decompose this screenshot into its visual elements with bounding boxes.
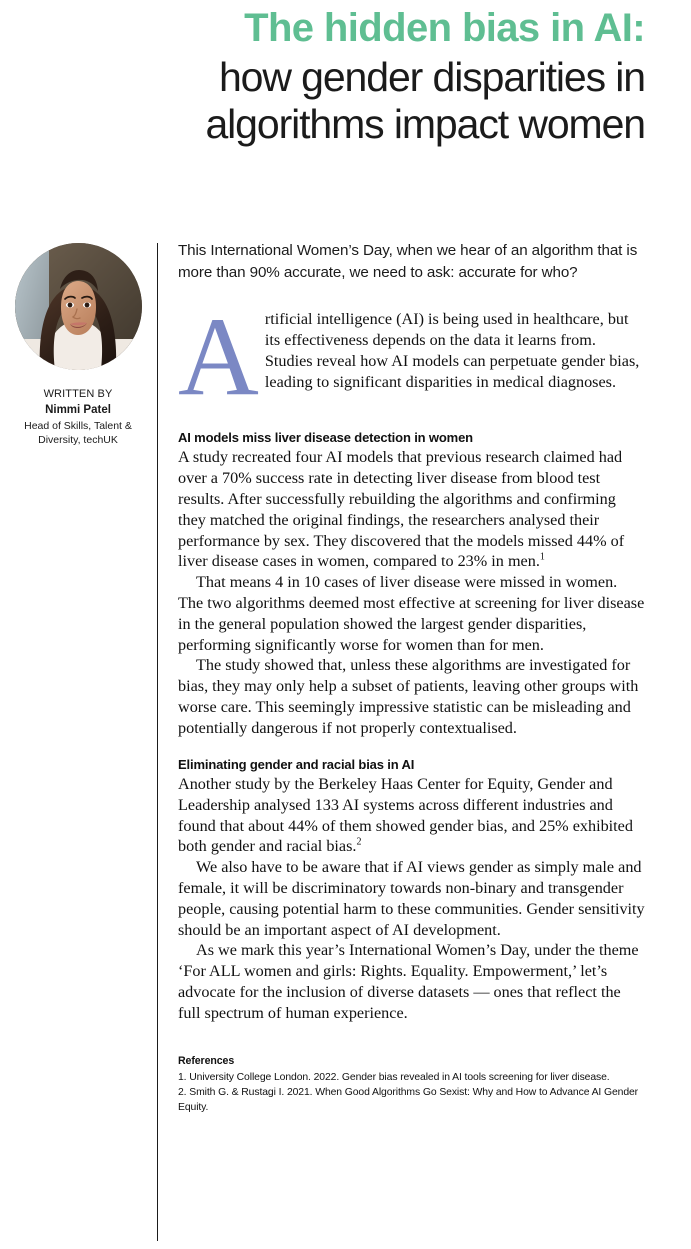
standfirst: This International Women’s Day, when we hear of an algorithm that is more than 90% accurate, we need to ask: accurate for who?: [178, 242, 638, 281]
body-paragraph: [178, 655, 646, 738]
references-block: [178, 1054, 646, 1116]
body-paragraph-text: Another study by the Berkeley Haas Center for Equity, Gender and Leadership analysed 133 AI systems across different industries and found that about 44% of them showed gender bias, and 25% exhibited both gender and racial bias.: [178, 774, 633, 856]
body-paragraph: [178, 857, 646, 940]
reference-item: 1. University College London. 2022. Gender bias revealed in AI tools screening for liver disease.: [178, 1072, 610, 1084]
written-by-label: WRITTEN BY: [43, 388, 113, 400]
section-heading: AI models miss liver disease detection in women: [178, 430, 473, 446]
references-list: [178, 1070, 646, 1116]
section-heading: Eliminating gender and racial bias in AI: [178, 756, 415, 772]
body-paragraph-text: That means 4 in 10 cases of liver disease were missed in women. The two algorithms deemed most effective at screening for liver disease in the general population showed the largest gender disparities, performing significantly worse for women than for men.: [178, 573, 645, 654]
intro-paragraph-text: rtificial intelligence (AI) is being used in healthcare, but its effectiveness depends on the data it learns from. Studies reveal how AI models can perpetuate gender bias, leading to significant disparities in medical diagnoses.: [264, 310, 640, 391]
body-paragraph-text: The study showed that, unless these algorithms are investigated for bias, they may only help a subset of patients, leaving other groups with worse care. This seemingly impressive statistic can be misleading and potentially dangerous if not properly contextualised.: [178, 656, 639, 737]
body-paragraph-text: A study recreated four AI models that previous research claimed had over a 70% success rate in detecting liver disease from blood test results. After successfully rebuilding the algorithms and confirming they matched the original findings, the researchers analysed their performance by sex. They discovered that the models missed 44% of liver disease cases in women, compared to 23% in men.: [178, 448, 625, 571]
headline-line-2: how gender disparities in: [218, 54, 645, 100]
body-paragraph: [178, 447, 646, 572]
footnote-marker: 1: [539, 552, 545, 564]
author-byline-block: [8, 240, 148, 447]
avatar: [15, 243, 142, 370]
references-title: References: [178, 1054, 235, 1067]
reference-item: 2. Smith G. & Rustagi I. 2021. When Good Algorithms Go Sexist: Why and How to Advance AI Gender Equity.: [178, 1087, 639, 1114]
footnote-marker: 2: [356, 836, 362, 848]
article-body: [178, 240, 646, 1116]
headline-line-3: algorithms impact women: [205, 101, 645, 147]
body-paragraph: [178, 572, 646, 655]
body-paragraph-text: As we mark this year’s International Women’s Day, under the theme ‘For ALL women and girls: Rights. Equality. Empowerment,’ let’s advocate for the inclusion of diverse datasets — ones that reflect the full spectrum of human experience.: [178, 941, 639, 1022]
author-role-line-1: Head of Skills, Talent &: [24, 419, 132, 432]
intro-paragraph: [178, 295, 646, 420]
author-role-line-2: Diversity, techUK: [38, 433, 118, 446]
drop-cap: A: [178, 295, 259, 420]
body-paragraph-text: We also have to be aware that if AI views gender as simply male and female, it will be discriminatory towards non-binary and transgender people, causing potential harm to these communities. Gender sensitivity should be an important aspect of AI development.: [178, 858, 645, 939]
article-sections: [178, 429, 646, 1024]
page-title: [0, 8, 645, 151]
column-divider: [157, 243, 158, 1241]
author-portrait-illustration: [15, 243, 142, 370]
author-name: Nimmi Patel: [45, 403, 111, 416]
headline-line-1: The hidden bias in AI:: [244, 6, 645, 50]
body-paragraph: [178, 940, 646, 1023]
body-paragraph: [178, 774, 646, 857]
